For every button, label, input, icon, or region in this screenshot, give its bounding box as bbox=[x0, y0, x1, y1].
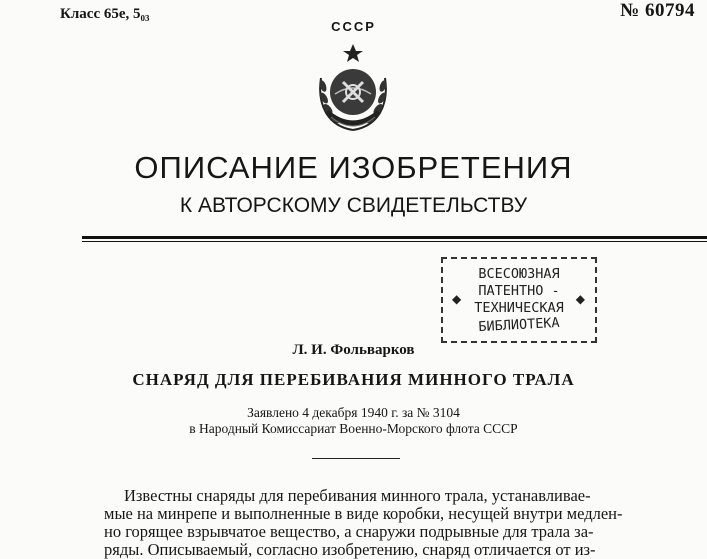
filing-info-line: в Народный Комиссариат Военно-Морского флота СССР bbox=[189, 421, 518, 436]
header-divider-thick bbox=[82, 236, 707, 239]
filing-info-line: Заявлено 4 декабря 1940 г. за № 3104 bbox=[247, 405, 460, 420]
diamond-icon: ◆ bbox=[452, 292, 462, 306]
body-text-line: ряды. Описываемый, согласно изобретению, снаряд отличается от из- bbox=[104, 540, 596, 559]
body-text-line: Известны снаряды для перебивания минного трала, устанавливае- bbox=[124, 486, 591, 505]
stamp-line: ТЕХНИЧЕСКАЯ bbox=[474, 300, 564, 316]
section-divider bbox=[312, 458, 400, 459]
invention-title: СНАРЯД ДЛЯ ПЕРЕБИВАНИЯ МИННОГО ТРАЛА bbox=[132, 370, 575, 389]
stamp-line: ПАТЕНТНО - bbox=[478, 283, 560, 299]
author-name: Л. И. Фольварков bbox=[292, 342, 415, 358]
header-divider-thin bbox=[82, 241, 707, 242]
diamond-icon: ◆ bbox=[575, 292, 585, 306]
ussr-state-emblem-icon bbox=[313, 42, 393, 137]
body-text-line: мые на минрепе и выполненные в виде коробки, несущей внутри медлен- bbox=[104, 504, 623, 523]
stamp-line: БИБЛИОТЕКА bbox=[477, 314, 561, 336]
document-subtitle: К АВТОРСКОМУ СВИДЕТЕЛЬСТВУ bbox=[179, 194, 528, 217]
patent-number: № 60794 bbox=[620, 0, 695, 21]
body-text-line: но горящее взрывчатое вещество, а снаружи подрывные для трала за- bbox=[104, 522, 594, 541]
stamp-line: ВСЕСОЮЗНАЯ bbox=[478, 266, 560, 282]
classification-label: Класс 65е, 5₀₃ bbox=[60, 6, 150, 22]
library-stamp bbox=[441, 257, 597, 343]
document-title: ОПИСАНИЕ ИЗОБРЕТЕНИЯ bbox=[134, 150, 573, 185]
country-label: СССР bbox=[331, 19, 376, 34]
